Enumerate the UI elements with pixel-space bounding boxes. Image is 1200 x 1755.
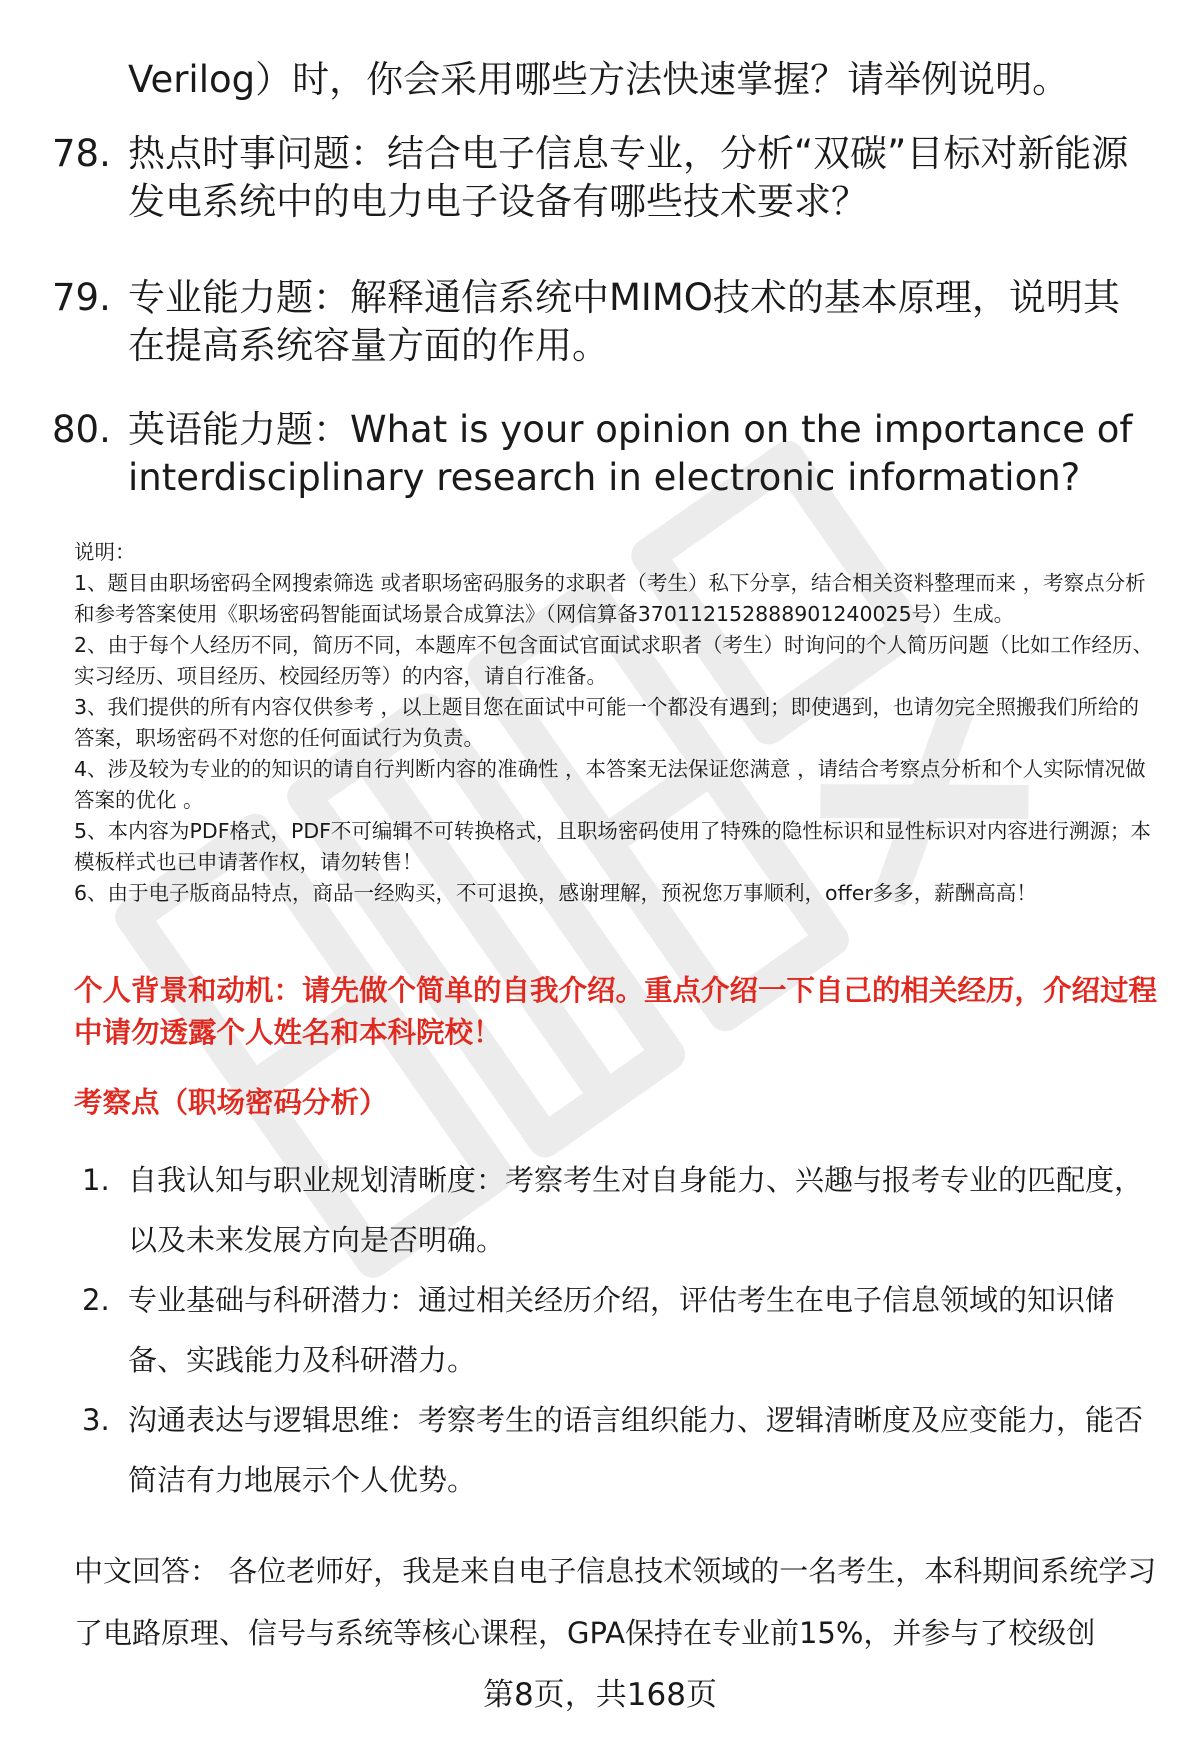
notes-section [74, 537, 1154, 909]
notes-title: 说明： [74, 540, 136, 564]
question-text: 专业能力题：解释通信系统中MIMO技术的基本原理，说明其在提高系统容量方面的作用。 [128, 276, 1120, 367]
note-item: 3、我们提供的所有内容仅供参考 ，以上题目您在面试中可能一个都没有遇到；即使遇到，也请勿完全照搬我们所给的答案，职场密码不对您的任何面试行为负责。 [74, 695, 1140, 750]
point-text: 专业基础与科研潜力：通过相关经历介绍，评估考生在电子信息领域的知识储备、实践能力及科研潜力。 [128, 1283, 1115, 1377]
point-number: 2. [82, 1283, 110, 1317]
analysis-point [82, 1390, 1162, 1510]
question-text: 热点时事问题：结合电子信息专业，分析“双碳”目标对新能源发电系统中的电力电子设备有哪些技术要求？ [128, 132, 1129, 223]
note-item: 2、由于每个人经历不同，简历不同，本题库不包含面试官面试求职者（考生）时询问的个人简历问题（比如工作经历、实习经历、项目经历、校园经历等）的内容，请自行准备。 [74, 633, 1154, 688]
question-77-continuation: Verilog）时，你会采用哪些方法快速掌握？请举例说明。 [128, 58, 1070, 101]
analysis-point [82, 1270, 1162, 1390]
question-78 [52, 130, 1152, 226]
note-item: 5、本内容为PDF格式，PDF不可编辑不可转换格式，且职场密码使用了特殊的隐性标识和显性标识对内容进行溯源；本模板样式也已申请著作权，请勿转售！ [74, 819, 1151, 874]
section-question: 个人背景和动机：请先做个简单的自我介绍。重点介绍一下自己的相关经历，介绍过程中请勿透露个人姓名和本科院校！ [74, 974, 1158, 1049]
note-item: 1、题目由职场密码全网搜索筛选 或者职场密码服务的求职者（考生）私下分享，结合相关资料整理而来 ，考察点分析和参考答案使用《职场密码智能面试场景合成算法》（网信算备370112152888901240025号）生成。 [74, 571, 1146, 626]
question-80 [52, 406, 1152, 502]
analysis-points [82, 1150, 1162, 1510]
point-number: 1. [82, 1163, 110, 1197]
point-text: 自我认知与职业规划清晰度：考察考生对自身能力、兴趣与报考专业的匹配度，以及未来发展方向是否明确。 [128, 1163, 1144, 1257]
analysis-point [82, 1150, 1162, 1270]
analysis-title: 考察点（职场密码分析） [74, 1086, 388, 1119]
note-item: 4、涉及较为专业的的知识的请自行判断内容的准确性 ，本答案无法保证您满意 ，请结合考察点分析和个人实际情况做答案的优化 。 [74, 757, 1146, 812]
question-number: 79. [52, 276, 111, 319]
point-number: 3. [82, 1403, 110, 1437]
question-79 [52, 274, 1152, 370]
question-number: 78. [52, 132, 111, 175]
page-footer: 第8页，共168页 [483, 1677, 717, 1713]
chinese-answer: 中文回答： 各位老师好，我是来自电子信息技术领域的一名考生，本科期间系统学习了电路原理、信号与系统等核心课程，GPA保持在专业前15%，并参与了校级创 [74, 1554, 1157, 1650]
point-text: 沟通表达与逻辑思维：考察考生的语言组织能力、逻辑清晰度及应变能力，能否简洁有力地展示个人优势。 [128, 1403, 1144, 1497]
question-text: 英语能力题：What is your opinion on the importance of interdisciplinary research in electronic information? [128, 408, 1133, 499]
question-number: 80. [52, 408, 111, 451]
note-item: 6、由于电子版商品特点，商品一经购买，不可退换，感谢理解，预祝您万事顺利，offer多多，薪酬高高！ [74, 881, 1037, 905]
